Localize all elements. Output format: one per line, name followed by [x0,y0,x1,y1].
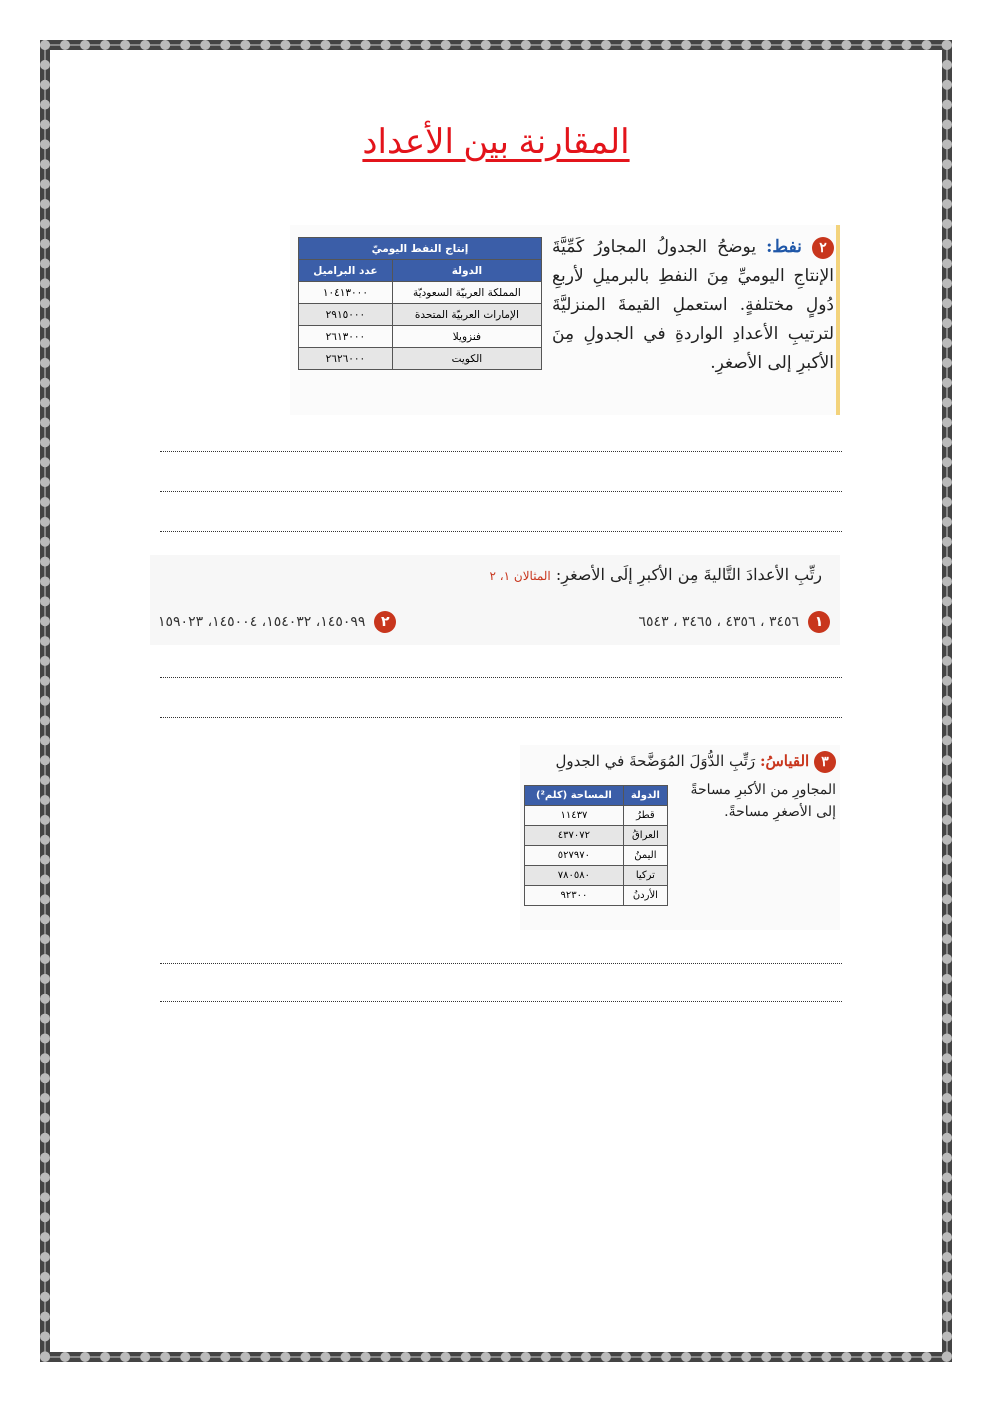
table-row [525,806,668,826]
number-list: ١٤٥٠٩٩، ١٥٤٠٣٢، ١٤٥٠٠٤، ١٥٩٠٢٣ [158,614,366,630]
table-row [299,282,542,304]
table-cell: الأردنُ [623,886,667,906]
col-header-area: المساحة (كلم²) [525,786,624,806]
question-number-badge: ٢ [812,237,834,259]
table-cell: تركيا [623,866,667,886]
table-cell: الإمارات العربيّة المتحدة [392,304,541,326]
example-reference: المثالان ١، ٢ [489,569,551,583]
table-row [525,886,668,906]
table-cell: الكويت [392,348,541,370]
answer-line[interactable] [160,491,842,492]
page-title: المقارنة بين الأعداد [362,123,630,161]
col-header-barrels: عدد البراميل [299,260,393,282]
table-cell: ٤٣٧٠٧٢ [525,826,624,846]
table-cell: ٢٦٢٦٠٠٠ [299,348,393,370]
table-cell: ١٠٤١٣٠٠٠ [299,282,393,304]
question-2b [158,611,396,633]
answer-line[interactable] [160,717,842,718]
question-3-panel [520,745,840,930]
table-row [525,846,668,866]
area-table [524,785,668,906]
table-cell: فنزويلا [392,326,541,348]
question-number-badge: ١ [808,611,830,633]
table-cell: ٢٩١٥٠٠٠ [299,304,393,326]
table-cell: ٧٨٠٥٨٠ [525,866,624,886]
question-1-panel [290,225,840,415]
question-keyword: نفط: [766,237,802,257]
table-cell: المملكة العربيّة السعوديّة [392,282,541,304]
answer-line[interactable] [160,1001,842,1002]
question-body: رتِّبِ الأعدادَ التَّاليةَ مِن الأكبرِ إلَى الأصغرِ: [555,565,822,584]
table-cell: ٢٦١٣٠٠٠ [299,326,393,348]
question-number-badge: ٣ [814,751,836,773]
question-3-text [526,749,836,773]
table-row [299,326,542,348]
question-3-continuation: المجاورِ من الأكبرِ مساحةً إلى الأصغرِ مساحةً. [690,782,836,820]
question-body: رَتِّبِ الدُّوَلَ المُوَضَّحةَ في الجدولِ [555,752,756,770]
answer-line[interactable] [160,451,842,452]
question-2-panel [150,555,840,645]
question-keyword: القياسُ: [759,752,810,770]
table-cell: قطرُ [623,806,667,826]
answer-line[interactable] [160,677,842,678]
question-number-badge: ٢ [374,611,396,633]
accent-bar [836,225,840,415]
question-1-text [552,233,834,378]
col-header-country: الدولة [392,260,541,282]
table-row [525,826,668,846]
table-row [525,866,668,886]
table-cell: العراقُ [623,826,667,846]
table-cell: ١١٤٣٧ [525,806,624,826]
table-cell: ٩٢٣٠٠ [525,886,624,906]
table-cell: ٥٢٧٩٧٠ [525,846,624,866]
question-2-text [489,565,822,584]
table-row [299,348,542,370]
question-body: يوضحُ الجدولُ المجاورُ كَمِّيَّةَ الإنتاجِ اليوميِّ مِنَ النفطِ بالبرميلِ لأربعِ دُولٍ مختلفةٍ. استعملِ القيمةَ المنزليَّةَ لترتيبِ الأعدادِ الواردةِ في الجدولِ مِنَ الأكبرِ إلى الأصغرِ. [552,237,834,373]
question-2a [639,611,830,633]
number-list: ٣٤٥٦ ، ٤٣٥٦ ، ٣٤٦٥ ، ٦٥٤٣ [638,614,800,630]
table-title: إنتاج النفط اليوميّ [299,238,542,260]
answer-line[interactable] [160,963,842,964]
table-cell: اليمنُ [623,846,667,866]
col-header-country: الدولة [623,786,667,806]
table-row [299,304,542,326]
oil-table [298,237,542,370]
answer-line[interactable] [160,531,842,532]
